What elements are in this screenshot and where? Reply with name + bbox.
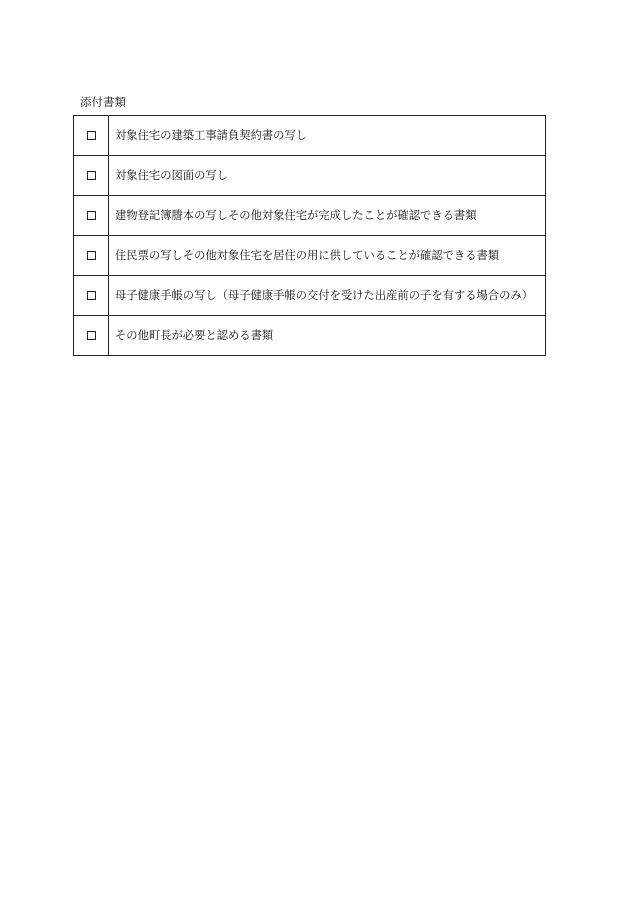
checkbox-cell [74, 316, 109, 356]
document-checkbox[interactable] [87, 291, 96, 300]
document-label: 住民票の写しその他対象住宅を居住の用に供していることが確認できる書類 [109, 236, 546, 276]
table-row [74, 156, 546, 196]
document-checkbox[interactable] [87, 251, 96, 260]
checkbox-cell [74, 236, 109, 276]
document-label: その他町長が必要と認める書類 [109, 316, 546, 356]
table-row [74, 196, 546, 236]
table-row [74, 276, 546, 316]
attachments-heading: 添付書類 [80, 95, 126, 109]
document-label: 建物登記簿謄本の写しその他対象住宅が完成したことが確認できる書類 [109, 196, 546, 236]
document-label: 対象住宅の建築工事請負契約書の写し [109, 116, 546, 156]
attachments-table [73, 115, 546, 356]
table-row [74, 316, 546, 356]
document-checkbox[interactable] [87, 131, 96, 140]
document-label: 対象住宅の図面の写し [109, 156, 546, 196]
document-label: 母子健康手帳の写し（母子健康手帳の交付を受けた出産前の子を有する場合のみ） [109, 276, 546, 316]
table-row [74, 236, 546, 276]
checkbox-cell [74, 116, 109, 156]
checkbox-cell [74, 156, 109, 196]
document-checkbox[interactable] [87, 331, 96, 340]
table-row [74, 116, 546, 156]
document-checkbox[interactable] [87, 211, 96, 220]
checkbox-cell [74, 196, 109, 236]
checkbox-cell [74, 276, 109, 316]
document-checkbox[interactable] [87, 171, 96, 180]
